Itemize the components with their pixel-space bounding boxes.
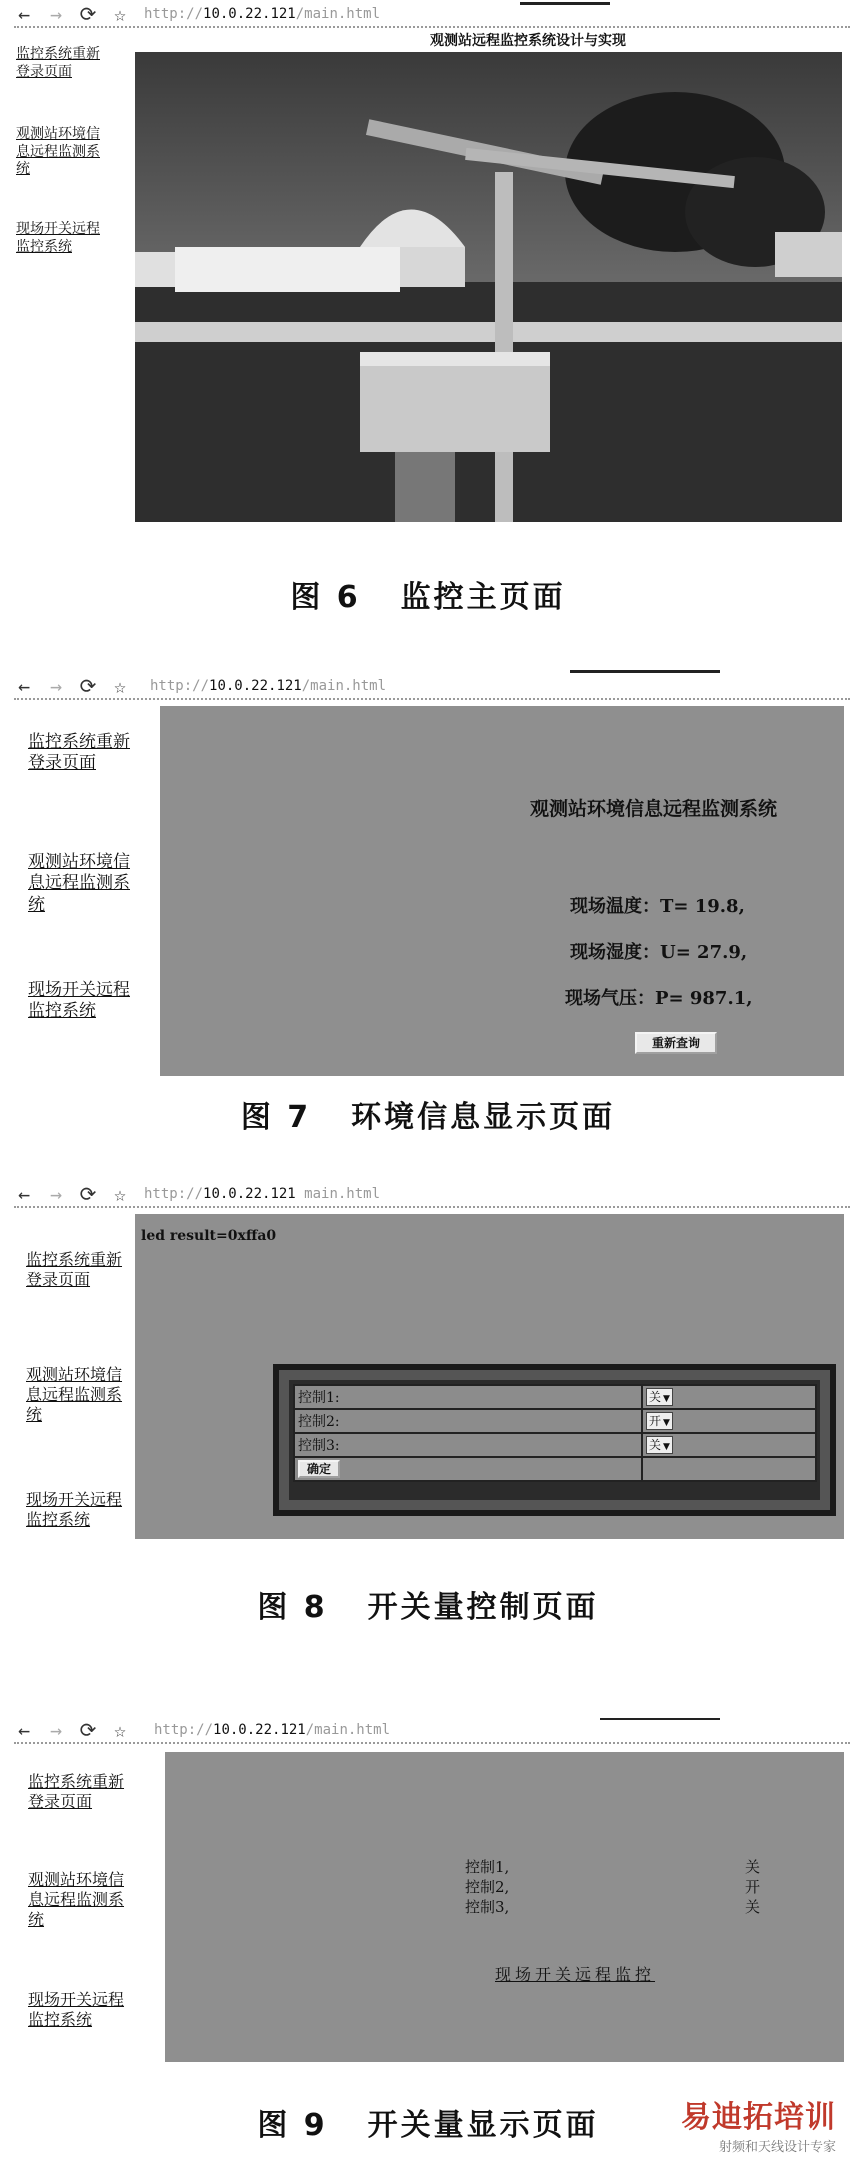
forward-icon[interactable]: → (49, 2, 63, 26)
state-value: 开 (745, 1878, 761, 1896)
back-icon[interactable]: ← (17, 1182, 31, 1206)
tab-indicator (520, 2, 610, 5)
star-icon[interactable]: ☆ (113, 1718, 127, 1742)
control-row (294, 1409, 816, 1433)
tab-indicator (600, 1718, 720, 1720)
state-row-3 (465, 1896, 765, 1917)
control-2-select[interactable] (646, 1412, 673, 1430)
caption-number: 图 8 (257, 1590, 328, 1625)
back-icon[interactable]: ← (17, 674, 31, 698)
address-bar[interactable]: http://10.0.22.121 main.html (144, 1186, 381, 1202)
confirm-button[interactable]: 确定 (298, 1460, 340, 1478)
control-row (294, 1457, 816, 1481)
watermark-logo (681, 2092, 836, 2155)
control-label: 控制2: (294, 1409, 642, 1433)
tab-indicator (570, 670, 720, 673)
control-1-select[interactable] (646, 1388, 673, 1406)
sidebar-link-env-monitor[interactable]: 观测站环境信息远程监测系统 (28, 852, 130, 915)
star-icon[interactable]: ☆ (113, 2, 127, 26)
control-select-cell (642, 1433, 816, 1457)
sidebar-link-switch-monitor[interactable]: 现场开关远程监控系统 (26, 1490, 123, 1529)
control-3-select[interactable] (646, 1436, 673, 1454)
state-value: 关 (745, 1898, 761, 1916)
star-icon[interactable]: ☆ (113, 1182, 127, 1206)
watermark-brand: 易迪拓培训 (681, 2100, 836, 2135)
caption-text: 开关量显示页面 (367, 2108, 599, 2143)
requery-button[interactable]: 重新查询 (635, 1032, 717, 1054)
control-1-value: 关 (649, 1390, 662, 1404)
forward-icon[interactable]: → (49, 1182, 63, 1206)
station-photo (135, 52, 842, 522)
back-icon[interactable]: ← (17, 2, 31, 26)
chevron-down-icon: ▼ (663, 1442, 670, 1452)
star-icon[interactable]: ☆ (113, 674, 127, 698)
sidebar-link-relogin[interactable]: 监控系统重新登录页面 (26, 1250, 123, 1289)
state-value: 关 (745, 1858, 761, 1876)
sidebar-link-switch-monitor[interactable]: 现场开关远程监控系统 (28, 1990, 125, 2029)
empty-cell (642, 1457, 816, 1481)
reload-icon[interactable]: ⟳ (79, 2, 97, 26)
chevron-down-icon: ▼ (663, 1418, 670, 1428)
address-bar[interactable]: http://10.0.22.121/main.html (144, 6, 381, 22)
sidebar-link-env-monitor[interactable]: 观测站环境信息远程监测系统 (16, 126, 100, 177)
switch-state-panel (165, 1752, 844, 2062)
env-info-panel (160, 706, 844, 1076)
forward-icon[interactable]: → (49, 674, 63, 698)
env-system-title: 观测站环境信息远程监测系统 (530, 798, 778, 820)
control-select-cell (642, 1385, 816, 1409)
pressure-reading: 现场气压：P= 987.1, (565, 988, 753, 1009)
sidebar-link-relogin[interactable]: 监控系统重新登录页面 (16, 46, 100, 80)
address-bar[interactable]: http://10.0.22.121/main.html (150, 678, 387, 694)
sidebar-link-env-monitor[interactable]: 观测站环境信息远程监测系统 (26, 1365, 123, 1424)
control-row (294, 1385, 816, 1409)
station-photo-image (135, 52, 842, 522)
control-label: 控制1: (294, 1385, 642, 1409)
control-2-value: 开 (649, 1414, 662, 1428)
temperature-reading: 现场温度：T= 19.8, (570, 896, 745, 917)
browser-toolbar (14, 1182, 850, 1208)
browser-toolbar (14, 674, 850, 700)
browser-toolbar (14, 1718, 850, 1744)
reload-icon[interactable]: ⟳ (79, 674, 97, 698)
forward-icon[interactable]: → (49, 1718, 63, 1742)
remote-switch-link[interactable]: 现场开关远程监控 (495, 1965, 656, 1984)
reload-icon[interactable]: ⟳ (79, 1182, 97, 1206)
figure-9 (0, 1690, 856, 2159)
confirm-cell (294, 1457, 642, 1481)
page-title: 观测站远程监控系统设计与实现 (430, 33, 626, 49)
control-label: 控制3: (294, 1433, 642, 1457)
watermark-tagline: 射频和天线设计专家 (718, 2140, 836, 2155)
control-row (294, 1433, 816, 1457)
humidity-reading: 现场湿度：U= 27.9, (570, 942, 748, 963)
sidebar-link-switch-monitor[interactable]: 现场开关远程监控系统 (28, 980, 130, 1022)
caption-number: 图 7 (240, 1100, 312, 1135)
led-result-text: led result=0xffa0 (141, 1228, 277, 1244)
caption-text: 环境信息显示页面 (351, 1100, 616, 1135)
caption-number: 图 6 (290, 580, 361, 615)
control-select-cell (642, 1409, 816, 1433)
state-label: 控制3, (465, 1898, 510, 1916)
figure-6 (0, 0, 856, 620)
state-row-1 (465, 1856, 765, 1877)
figure-8 (0, 1180, 856, 1650)
control-3-value: 关 (649, 1438, 662, 1452)
control-table (293, 1384, 817, 1482)
caption-number: 图 9 (257, 2108, 328, 2143)
figure-6-caption (0, 572, 856, 616)
sidebar-link-relogin[interactable]: 监控系统重新登录页面 (28, 1772, 125, 1811)
back-icon[interactable]: ← (17, 1718, 31, 1742)
sidebar-link-env-monitor[interactable]: 观测站环境信息远程监测系统 (28, 1870, 125, 1929)
state-label: 控制1, (465, 1858, 510, 1876)
caption-text: 开关量控制页面 (367, 1590, 599, 1625)
state-label: 控制2, (465, 1878, 510, 1896)
sidebar-link-relogin[interactable]: 监控系统重新登录页面 (28, 732, 130, 774)
figure-7-caption (0, 1092, 856, 1136)
address-bar[interactable]: http://10.0.22.121/main.html (154, 1722, 391, 1738)
reload-icon[interactable]: ⟳ (79, 1718, 97, 1742)
caption-text: 监控主页面 (400, 580, 566, 615)
state-row-2 (465, 1876, 765, 1897)
figure-7 (0, 670, 856, 1150)
switch-control-panel (135, 1214, 844, 1539)
browser-toolbar (14, 2, 850, 28)
sidebar-link-switch-monitor[interactable]: 现场开关远程监控系统 (16, 221, 100, 255)
chevron-down-icon: ▼ (663, 1394, 670, 1404)
figure-8-caption (0, 1582, 856, 1626)
